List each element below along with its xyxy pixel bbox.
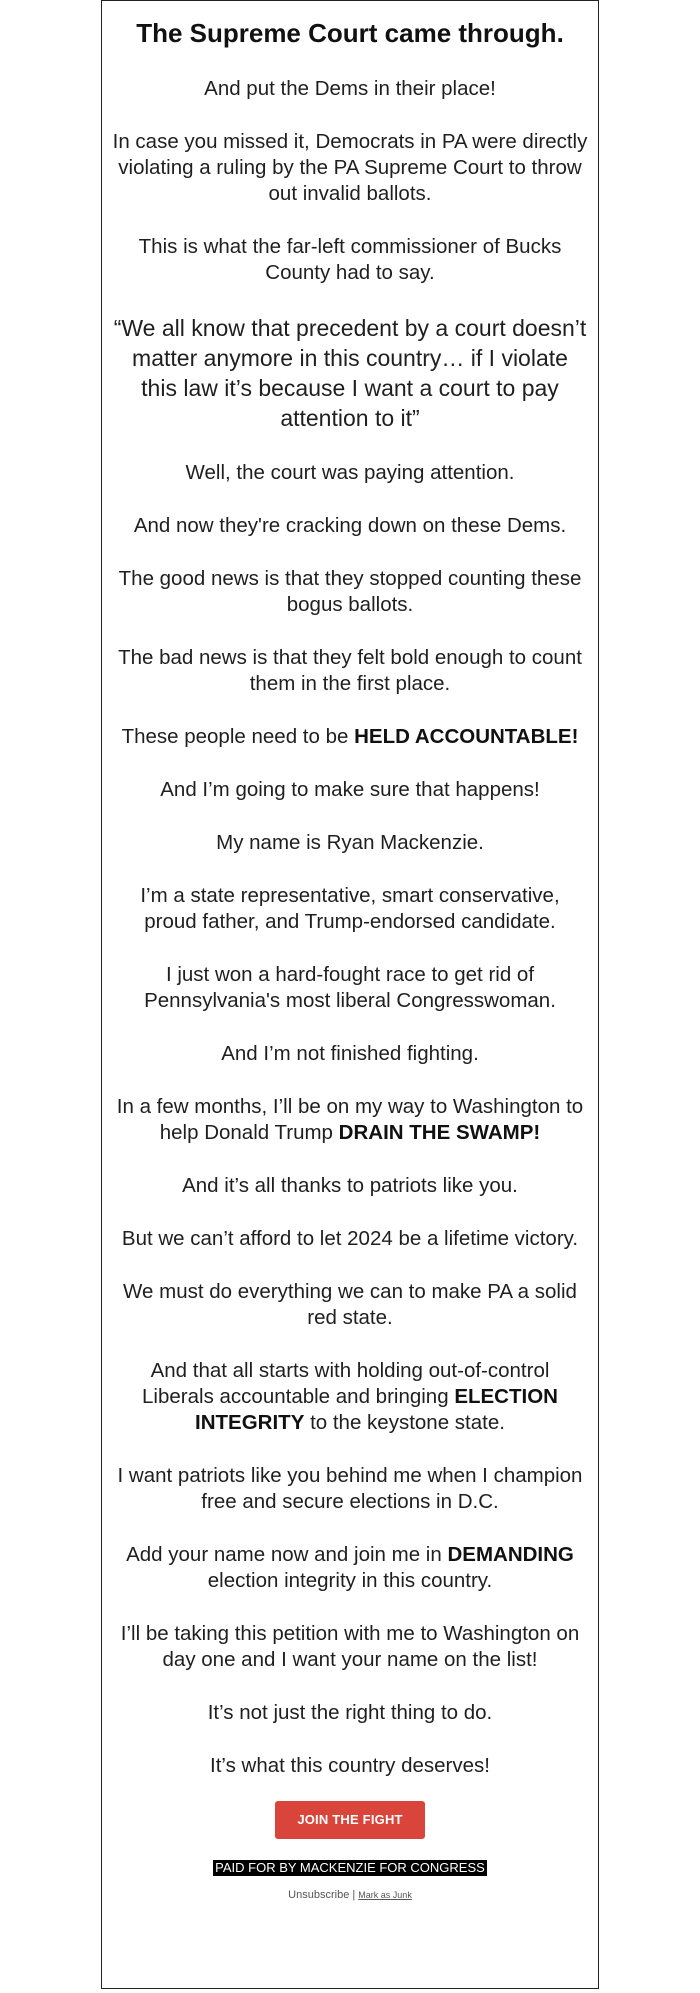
emphasis-text: DEMANDING	[447, 1543, 574, 1566]
paragraph-spacer	[112, 1726, 588, 1753]
body-paragraph	[112, 1700, 588, 1726]
body-paragraph	[112, 1226, 588, 1252]
paragraph-text: And put the Dems in their place!	[204, 77, 496, 100]
paragraph-text: Well, the court was paying attention.	[185, 461, 515, 484]
paragraph-text: And it’s all thanks to patriots like you.	[182, 1174, 518, 1197]
paragraph-spacer	[112, 1515, 588, 1542]
join-the-fight-button[interactable]: JOIN THE FIGHT	[275, 1801, 425, 1839]
pull-quote	[112, 313, 588, 433]
paragraph-text: “We all know that precedent by a court doesn’t matter anymore in this country… if I violate this law it’s because I want a court to pay attention to it”	[113, 315, 587, 431]
emphasis-text: HELD ACCOUNTABLE!	[354, 725, 579, 748]
email-paragraphs	[112, 49, 588, 1779]
paragraph-spacer	[112, 618, 588, 645]
paragraph-spacer	[112, 433, 588, 460]
body-paragraph	[112, 645, 588, 697]
paragraph-spacer	[112, 1067, 588, 1094]
paragraph-text: And that all starts with holding out-of-control Liberals accountable and bringing	[142, 1359, 550, 1408]
paragraph-spacer	[112, 1331, 588, 1358]
body-paragraph	[112, 234, 588, 286]
paragraph-spacer	[112, 750, 588, 777]
paragraph-spacer	[112, 803, 588, 830]
paragraph-text: It’s what this country deserves!	[210, 1754, 490, 1777]
paragraph-spacer	[112, 207, 588, 234]
paragraph-text: In case you missed it, Democrats in PA were directly violating a ruling by the PA Supreme Court to throw out invalid ballots.	[112, 130, 588, 205]
paragraph-text: And I’m going to make sure that happens!	[160, 778, 540, 801]
paragraph-text: This is what the far-left commissioner of Bucks County had to say.	[138, 235, 562, 284]
paragraph-text: I just won a hard-fought race to get rid of Pennsylvania's most liberal Congresswoman.	[144, 963, 556, 1012]
paragraph-spacer	[112, 1594, 588, 1621]
paragraph-spacer	[112, 286, 588, 313]
paragraph-spacer	[112, 935, 588, 962]
email-headline: The Supreme Court came through.	[136, 18, 564, 48]
paragraph-spacer	[112, 1199, 588, 1226]
body-paragraph	[112, 1621, 588, 1673]
paragraph-text: These people need to be	[121, 725, 355, 748]
paragraph-text: We must do everything we can to make PA a solid red state.	[123, 1280, 577, 1329]
paragraph-spacer	[112, 1014, 588, 1041]
paragraph-spacer	[112, 856, 588, 883]
paragraph-text: And now they're cracking down on these Dems.	[133, 514, 567, 537]
body-paragraph	[112, 724, 588, 750]
paragraph-spacer	[112, 1252, 588, 1279]
paragraph-text: I’ll be taking this petition with me to Washington on day one and I want your name on the list!	[120, 1622, 580, 1671]
body-paragraph	[112, 883, 588, 935]
body-paragraph	[112, 830, 588, 856]
paragraph-text: I want patriots like you behind me when I champion free and secure elections in D.C.	[117, 1464, 583, 1513]
body-paragraph	[112, 1041, 588, 1067]
paragraph-text: to the keystone state.	[304, 1411, 505, 1434]
body-paragraph	[112, 1753, 588, 1779]
email-body	[112, 0, 588, 1902]
body-paragraph	[112, 1463, 588, 1515]
body-paragraph	[112, 777, 588, 803]
cta-container	[112, 1801, 588, 1839]
body-paragraph	[112, 76, 588, 102]
paragraph-text: And I’m not finished fighting.	[221, 1042, 479, 1065]
paragraph-spacer	[112, 1436, 588, 1463]
body-paragraph	[112, 129, 588, 207]
paragraph-text: But we can’t afford to let 2024 be a lifetime victory.	[121, 1227, 579, 1250]
paragraph-text: Add your name now and join me in	[126, 1543, 448, 1566]
body-paragraph	[112, 1173, 588, 1199]
paragraph-spacer	[112, 486, 588, 513]
body-paragraph	[112, 566, 588, 618]
paragraph-text: I’m a state representative, smart conservative, proud father, and Trump-endorsed candidate.	[140, 884, 560, 933]
unsubscribe-link[interactable]: Unsubscribe	[288, 1889, 350, 1901]
mark-as-junk-link[interactable]: Mark as Junk	[358, 1890, 412, 1900]
paragraph-text: My name is Ryan Mackenzie.	[216, 831, 484, 854]
body-paragraph	[112, 1542, 588, 1594]
body-paragraph	[112, 513, 588, 539]
paragraph-text: The bad news is that they felt bold enough to count them in the first place.	[118, 646, 582, 695]
paragraph-spacer	[112, 49, 588, 76]
paragraph-spacer	[112, 102, 588, 129]
paid-for-disclaimer: PAID FOR BY MACKENZIE FOR CONGRESS	[215, 1860, 485, 1875]
body-paragraph	[112, 1358, 588, 1436]
paragraph-text: The good news is that they stopped counting these bogus ballots.	[118, 567, 582, 616]
email-footer	[112, 1888, 588, 1902]
body-paragraph	[112, 1094, 588, 1146]
paragraph-spacer	[112, 697, 588, 724]
paragraph-text: In a few months, I’ll be on my way to Washington to help Donald Trump	[116, 1095, 584, 1144]
body-paragraph	[112, 460, 588, 486]
footer-separator: |	[349, 1889, 359, 1901]
body-paragraph	[112, 1279, 588, 1331]
paragraph-spacer	[112, 1146, 588, 1173]
paragraph-text: election integrity in this country.	[207, 1569, 493, 1592]
emphasis-text: ELECTION INTEGRITY	[195, 1385, 558, 1434]
paragraph-spacer	[112, 539, 588, 566]
paragraph-text: It’s not just the right thing to do.	[207, 1701, 493, 1724]
paragraph-spacer	[112, 1673, 588, 1700]
body-paragraph	[112, 962, 588, 1014]
emphasis-text: DRAIN THE SWAMP!	[338, 1121, 541, 1144]
